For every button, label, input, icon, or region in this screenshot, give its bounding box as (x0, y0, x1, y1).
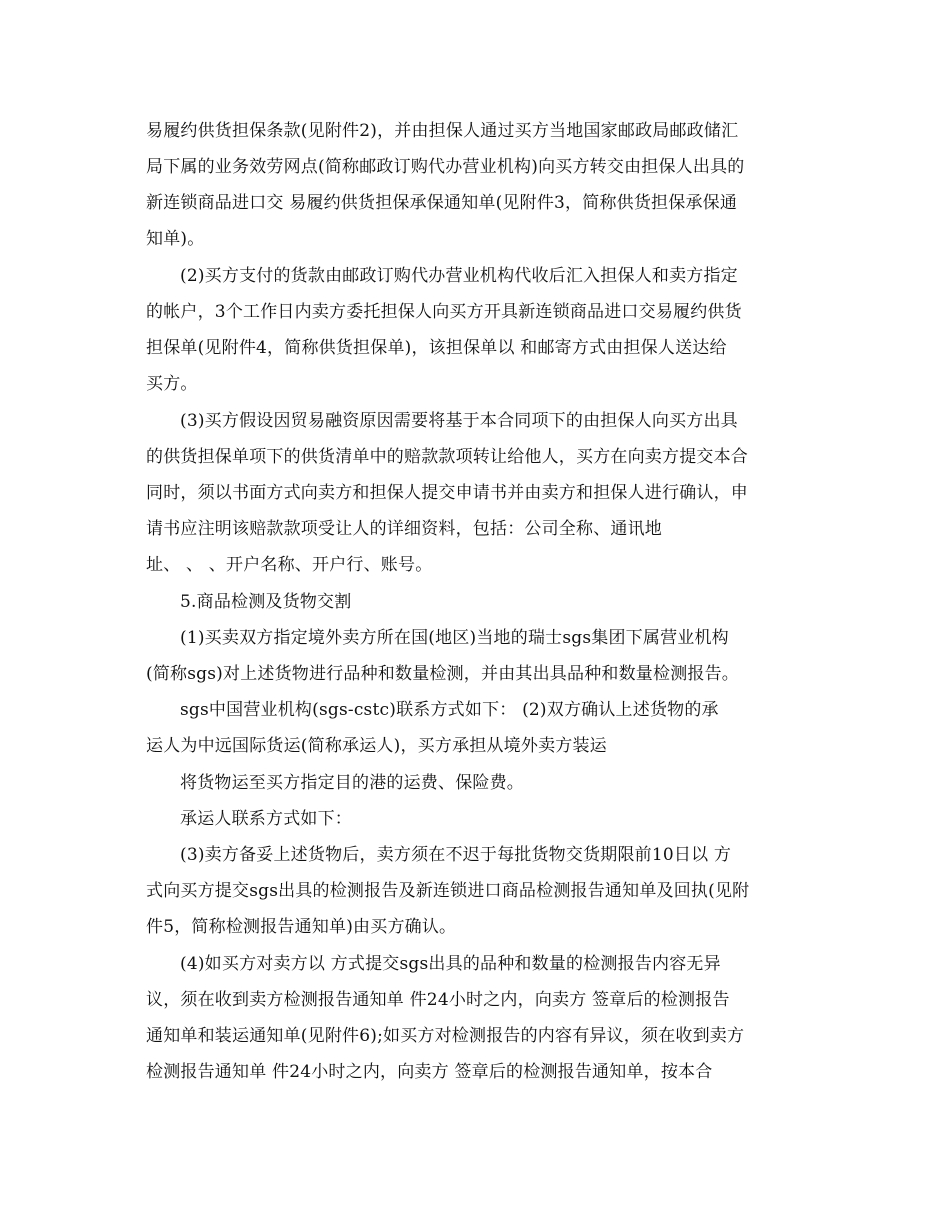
text-line: (简称sgs)对上述货物进行品种和数量检测，并由其出具品种和数量检测报告。 (146, 664, 739, 684)
text-line: 易履约供货担保条款(见附件2)，并由担保人通过买方当地国家邮政局邮政储汇 (146, 121, 739, 141)
text-line: sgs中国营业机构(sgs-cstc)联系方式如下： (2)双方确认上述货物的承 (180, 700, 719, 720)
text-line: 知单)。 (146, 229, 205, 249)
text-line: 址、 、 、开户名称、开户行、账号。 (146, 555, 433, 575)
text-line: (3)卖方备妥上述货物后，卖方须在不迟于每批货物交货期限前10日以 方 (180, 845, 732, 865)
text-line: 承运人联系方式如下： (180, 809, 352, 829)
text-line: 议，须在收到卖方检测报告通知单 件24小时之内，向卖方 签章后的检测报告 (146, 990, 730, 1010)
text-line: 式向买方提交sgs出具的检测报告及新连锁进口商品检测报告通知单及回执(见附 (146, 881, 750, 901)
text-line: 的供货担保单项下的供货清单中的赔款款项转让给他人，买方在向卖方提交本合 (146, 447, 748, 467)
text-line: 买方。 (146, 374, 198, 394)
section-heading: 5.商品检测及货物交割 (180, 592, 352, 612)
text-line: (2)买方支付的货款由邮政订购代办营业机构代收后汇入担保人和卖方指定 (180, 266, 738, 286)
text-line: 担保单(见附件4，简称供货担保单)，该担保单以 和邮寄方式由担保人送达给 (146, 338, 727, 358)
text-line: 通知单和装运通知单(见附件6);如买方对检测报告的内容有异议，须在收到卖方 (146, 1026, 745, 1046)
text-line: 件5，简称检测报告通知单)由买方确认。 (146, 917, 457, 937)
text-line: 同时，须以书面方式向卖方和担保人提交申请书并由卖方和担保人进行确认，申 (146, 483, 748, 503)
text-line: 运人为中远国际货运(简称承运人)，买方承担从境外卖方装运 (146, 736, 607, 756)
text-line: (1)买卖双方指定境外卖方所在国(地区)当地的瑞士sgs集团下属营业机构 (180, 628, 729, 648)
text-line: 的帐户，3个工作日内卖方委托担保人向买方开具新连锁商品进口交易履约供货 (146, 302, 742, 322)
text-line: (3)买方假设因贸易融资原因需要将基于本合同项下的由担保人向买方出具 (180, 411, 738, 431)
text-line: 新连锁商品进口交 易履约供货担保承保通知单(见附件3，简称供货担保承保通 (146, 193, 738, 213)
text-line: 局下属的业务效劳网点(简称邮政订购代办营业机构)向买方转交由担保人出具的 (146, 157, 745, 177)
text-line: 请书应注明该赔款款项受让人的详细资料，包括：公司全称、通讯地 (146, 519, 662, 539)
text-line: (4)如买方对卖方以 方式提交sgs出具的品种和数量的检测报告内容无异 (180, 954, 721, 974)
text-line: 将货物运至买方指定目的港的运费、保险费。 (180, 773, 524, 793)
text-line: 检测报告通知单 件24小时之内，向卖方 签章后的检测报告通知单，按本合 (146, 1062, 713, 1082)
